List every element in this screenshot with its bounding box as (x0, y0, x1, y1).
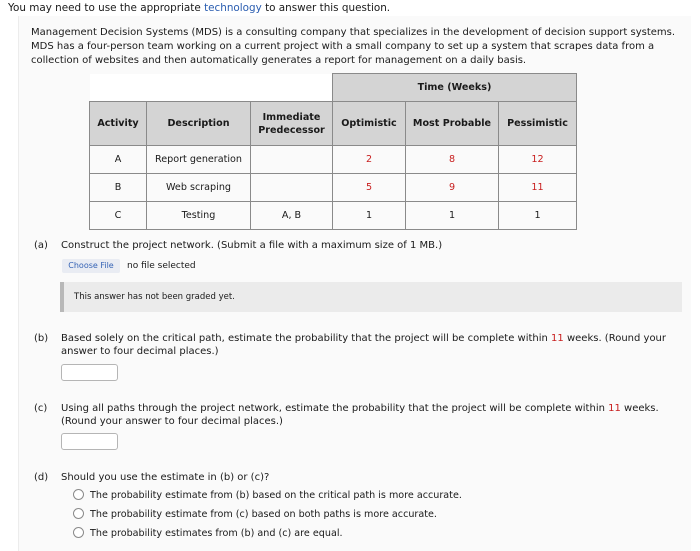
part-b-text-before: Based solely on the critical path, estimate the probability that the project will be complete within (61, 333, 552, 344)
cell-description: Web scraping (147, 174, 251, 202)
activity-table (89, 73, 577, 230)
cell-pessimistic: 1 (499, 202, 577, 230)
option-label: The probability estimate from (c) based on both paths is more accurate. (90, 509, 437, 520)
col-description: Description (147, 102, 251, 146)
table-blank-corner (90, 74, 333, 102)
cell-description: Report generation (147, 146, 251, 174)
col-activity: Activity (90, 102, 147, 146)
col-optimistic: Optimistic (333, 102, 406, 146)
cell-activity: C (90, 202, 147, 230)
part-c-text-before: Using all paths through the project network, estimate the probability that the project will be complete within (61, 403, 609, 414)
part-d-text: Should you use the estimate in (b) or (c)? (61, 472, 270, 483)
time-weeks-header: Time (Weeks) (333, 74, 577, 102)
no-file-status: no file selected (127, 261, 196, 271)
cell-most-probable: 8 (406, 146, 499, 174)
part-a-question (34, 239, 674, 252)
table-row (90, 146, 577, 174)
cell-pessimistic: 11 (499, 174, 577, 202)
cell-most-probable: 9 (406, 174, 499, 202)
part-b-weeks: 11 (551, 333, 564, 344)
col-most-probable: Most Probable (406, 102, 499, 146)
part-a-text: Construct the project network. (Submit a file with a maximum size of 1 MB.) (61, 240, 443, 251)
cell-pessimistic: 12 (499, 146, 577, 174)
radio-button[interactable] (73, 489, 84, 500)
col-pessimistic: Pessimistic (499, 102, 577, 146)
problem-text: Management Decision Systems (MDS) is a consulting company that specializes in the development of decision support systems. MDS has a four-person team working on a current project with a small company to set up a system that scrapes data from a collection of websites and then automatically generates a report for management on a daily basis. (31, 27, 676, 66)
graded-note: This answer has not been graded yet. (60, 282, 682, 312)
part-b-text-after: weeks. (Round your answer to four decimal places.) (61, 333, 667, 357)
cell-most-probable: 1 (406, 202, 499, 230)
option-label: The probability estimate from (b) based on the critical path is more accurate. (90, 490, 462, 501)
cell-activity: B (90, 174, 147, 202)
table-row (90, 202, 577, 230)
part-b-answer-input[interactable] (61, 364, 118, 381)
cell-optimistic: 5 (333, 174, 406, 202)
choose-file-button[interactable]: Choose File (62, 259, 120, 273)
part-d-option-2[interactable] (73, 508, 437, 521)
table-row (90, 174, 577, 202)
cell-activity: A (90, 146, 147, 174)
cell-predecessor: A, B (251, 202, 333, 230)
cell-optimistic: 1 (333, 202, 406, 230)
intro-suffix: to answer this question. (261, 2, 391, 14)
part-c-text-after: weeks. (Round your answer to four decimal places.) (61, 403, 659, 427)
part-d-question (34, 471, 674, 484)
technology-link[interactable]: technology (204, 2, 262, 14)
part-d-label: (d) (34, 472, 49, 483)
cell-predecessor (251, 174, 333, 202)
intro-line (8, 2, 390, 14)
radio-button[interactable] (73, 508, 84, 519)
cell-optimistic: 2 (333, 146, 406, 174)
cell-predecessor (251, 146, 333, 174)
option-label: The probability estimates from (b) and (c) are equal. (90, 528, 343, 539)
col-predecessor: Immediate Predecessor (251, 102, 333, 146)
part-c-answer-input[interactable] (61, 433, 118, 450)
radio-button[interactable] (73, 527, 84, 538)
part-d-option-3[interactable] (73, 527, 343, 540)
part-d-option-1[interactable] (73, 489, 462, 502)
intro-prefix: You may need to use the appropriate (8, 2, 205, 14)
cell-description: Testing (147, 202, 251, 230)
part-c-label: (c) (34, 403, 48, 414)
part-b-question (34, 332, 691, 358)
part-b-label: (b) (34, 333, 49, 344)
part-a-label: (a) (34, 240, 48, 251)
part-c-weeks: 11 (608, 403, 621, 414)
part-c-question (34, 402, 691, 428)
